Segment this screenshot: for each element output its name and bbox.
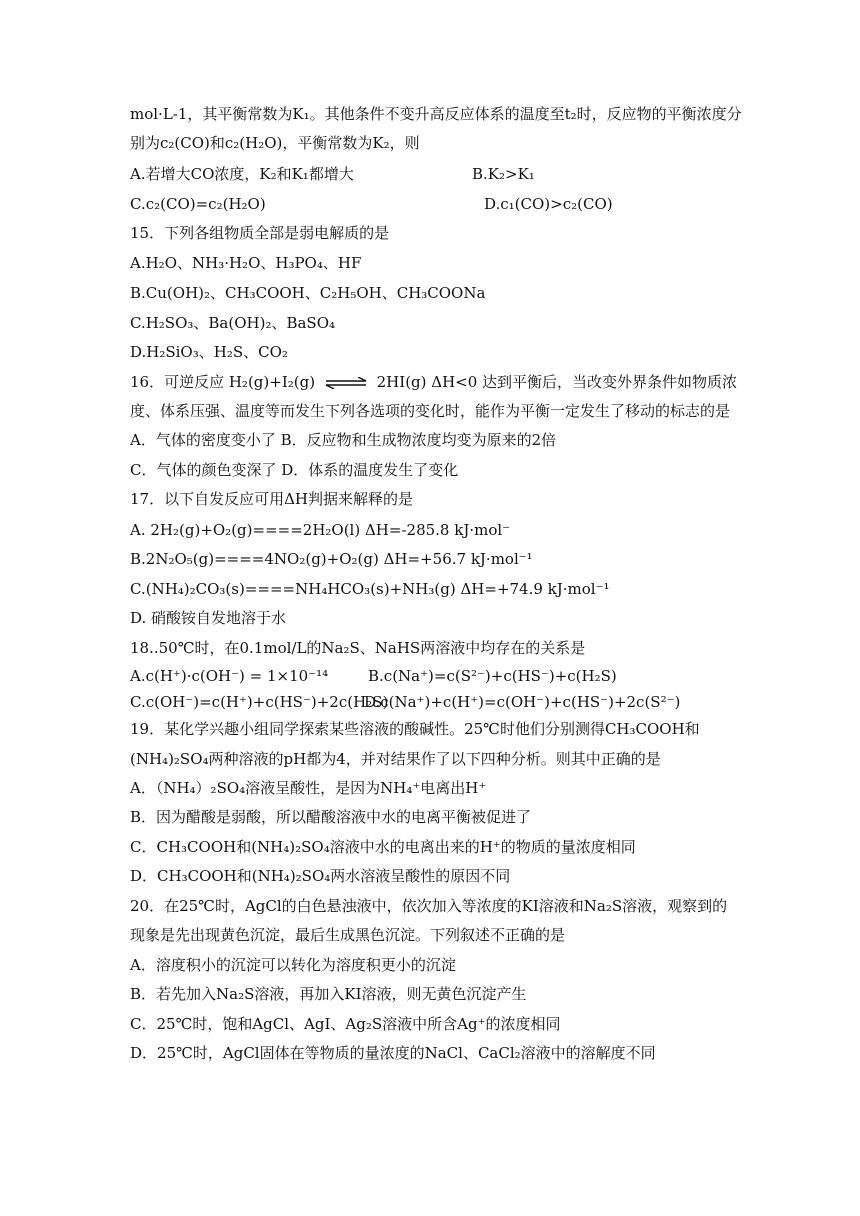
q18-option-c: C.c(OH⁻)=c(H⁺)+c(HS⁻)+2c(H₂S) [130,693,389,711]
q17-option-a: A. 2H₂(g)+O₂(g)====2H₂O(l) ΔH=-285.8 kJ·mol⁻ [130,521,511,539]
q18-option-a: A.c(H⁺)·c(OH⁻) = 1×10⁻¹⁴ [130,667,329,685]
q20-option-c: C．25℃时，饱和AgCl、AgI、Ag₂S溶液中所含Ag⁺的浓度相同 [130,1015,561,1033]
q19-stem-line-1: 19．某化学兴趣小组同学探索某些溶液的酸碱性。25℃时他们分别测得CH₃COOH和 [130,720,700,738]
q17-option-d: D. 硝酸铵自发地溶于水 [130,609,287,627]
equilibrium-arrow-icon [324,377,368,389]
q15-stem: 15．下列各组物质全部是弱电解质的是 [130,224,390,242]
q20-option-a: A．溶度积小的沉淀可以转化为溶度积更小的沉淀 [130,956,456,974]
q17-option-b: B.2N₂O₅(g)====4NO₂(g)+O₂(g) ΔH=+56.7 kJ·mol⁻¹ [130,550,533,568]
q14-option-c: C.c₂(CO)=c₂(H₂O) [130,195,266,213]
q15-option-a: A.H₂O、NH₃·H₂O、H₃PO₄、HF [130,254,362,272]
q19-option-b: B．因为醋酸是弱酸，所以醋酸溶液中水的电离平衡被促进了 [130,808,532,826]
q16-products: 2HI(g) ΔH<0 达到平衡后，当改变外界条件如物质浓 [376,373,738,391]
q16-stem-line-1 [130,372,737,392]
q19-option-c: C．CH₃COOH和(NH₄)₂SO₄溶液中水的电离出来的H⁺的物质的量浓度相同 [130,838,636,856]
q17-option-c: C.(NH₄)₂CO₃(s)====NH₄HCO₃(s)+NH₃(g) ΔH=+74.9 kJ·mol⁻¹ [130,580,610,598]
q18-stem: 18..50℃时，在0.1mol/L的Na₂S、NaHS两溶液中均存在的关系是 [130,639,586,657]
q18-option-b: B.c(Na⁺)=c(S²⁻)+c(HS⁻)+c(H₂S) [368,667,617,685]
q19-option-a: A．（NH₄）₂SO₄溶液呈酸性，是因为NH₄⁺电离出H⁺ [130,779,487,797]
q16-options-cd: C．气体的颜色变深了 D．体系的温度发生了变化 [130,461,459,479]
q19-stem-line-2: (NH₄)₂SO₄两种溶液的pH都为4，并对结果作了以下四种分析。则其中正确的是 [130,750,661,768]
q20-option-d: D．25℃时，AgCl固体在等物质的量浓度的NaCl、CaCl₂溶液中的溶解度不同 [130,1044,656,1062]
q20-stem-line-2: 现象是先出现黄色沉淀，最后生成黑色沉淀。下列叙述不正确的是 [130,926,566,944]
q17-stem: 17．以下自发反应可用ΔH判据来解释的是 [130,490,414,508]
q14-option-d: D.c₁(CO)>c₂(CO) [484,195,613,213]
q20-option-b: B．若先加入Na₂S溶液，再加入KI溶液，则无黄色沉淀产生 [130,985,527,1003]
q14-line-1: mol·L-1，其平衡常数为K₁。其他条件不变升高反应体系的温度至t₂时，反应物的平衡浓度分 [130,105,742,123]
q16-options-ab: A．气体的密度变小了 B．反应物和生成物浓度均变为原来的2倍 [130,431,557,449]
q16-stem-line-2: 度、体系压强、温度等而发生下列各选项的变化时，能作为平衡一定发生了移动的标志的是 [130,402,731,420]
q14-line-2: 别为c₂(CO)和c₂(H₂O)，平衡常数为K₂，则 [130,134,420,152]
q20-stem-line-1: 20．在25℃时，AgCl的白色悬浊液中，依次加入等浓度的KI溶液和Na₂S溶液，观察到的 [130,897,728,915]
q14-option-b: B.K₂>K₁ [472,165,535,183]
q18-option-d: D.c(Na⁺)+c(H⁺)=c(OH⁻)+c(HS⁻)+2c(S²⁻) [364,693,681,711]
q19-option-d: D．CH₃COOH和(NH₄)₂SO₄两水溶液呈酸性的原因不同 [130,867,511,885]
q15-option-d: D.H₂SiO₃、H₂S、CO₂ [130,343,288,361]
q16-reactants: 16．可逆反应 H₂(g)+I₂(g) [130,373,316,391]
q15-option-b: B.Cu(OH)₂、CH₃COOH、C₂H₅OH、CH₃COONa [130,284,486,302]
q15-option-c: C.H₂SO₃、Ba(OH)₂、BaSO₄ [130,314,336,332]
q14-option-a: A.若增大CO浓度，K₂和K₁都增大 [130,165,354,183]
